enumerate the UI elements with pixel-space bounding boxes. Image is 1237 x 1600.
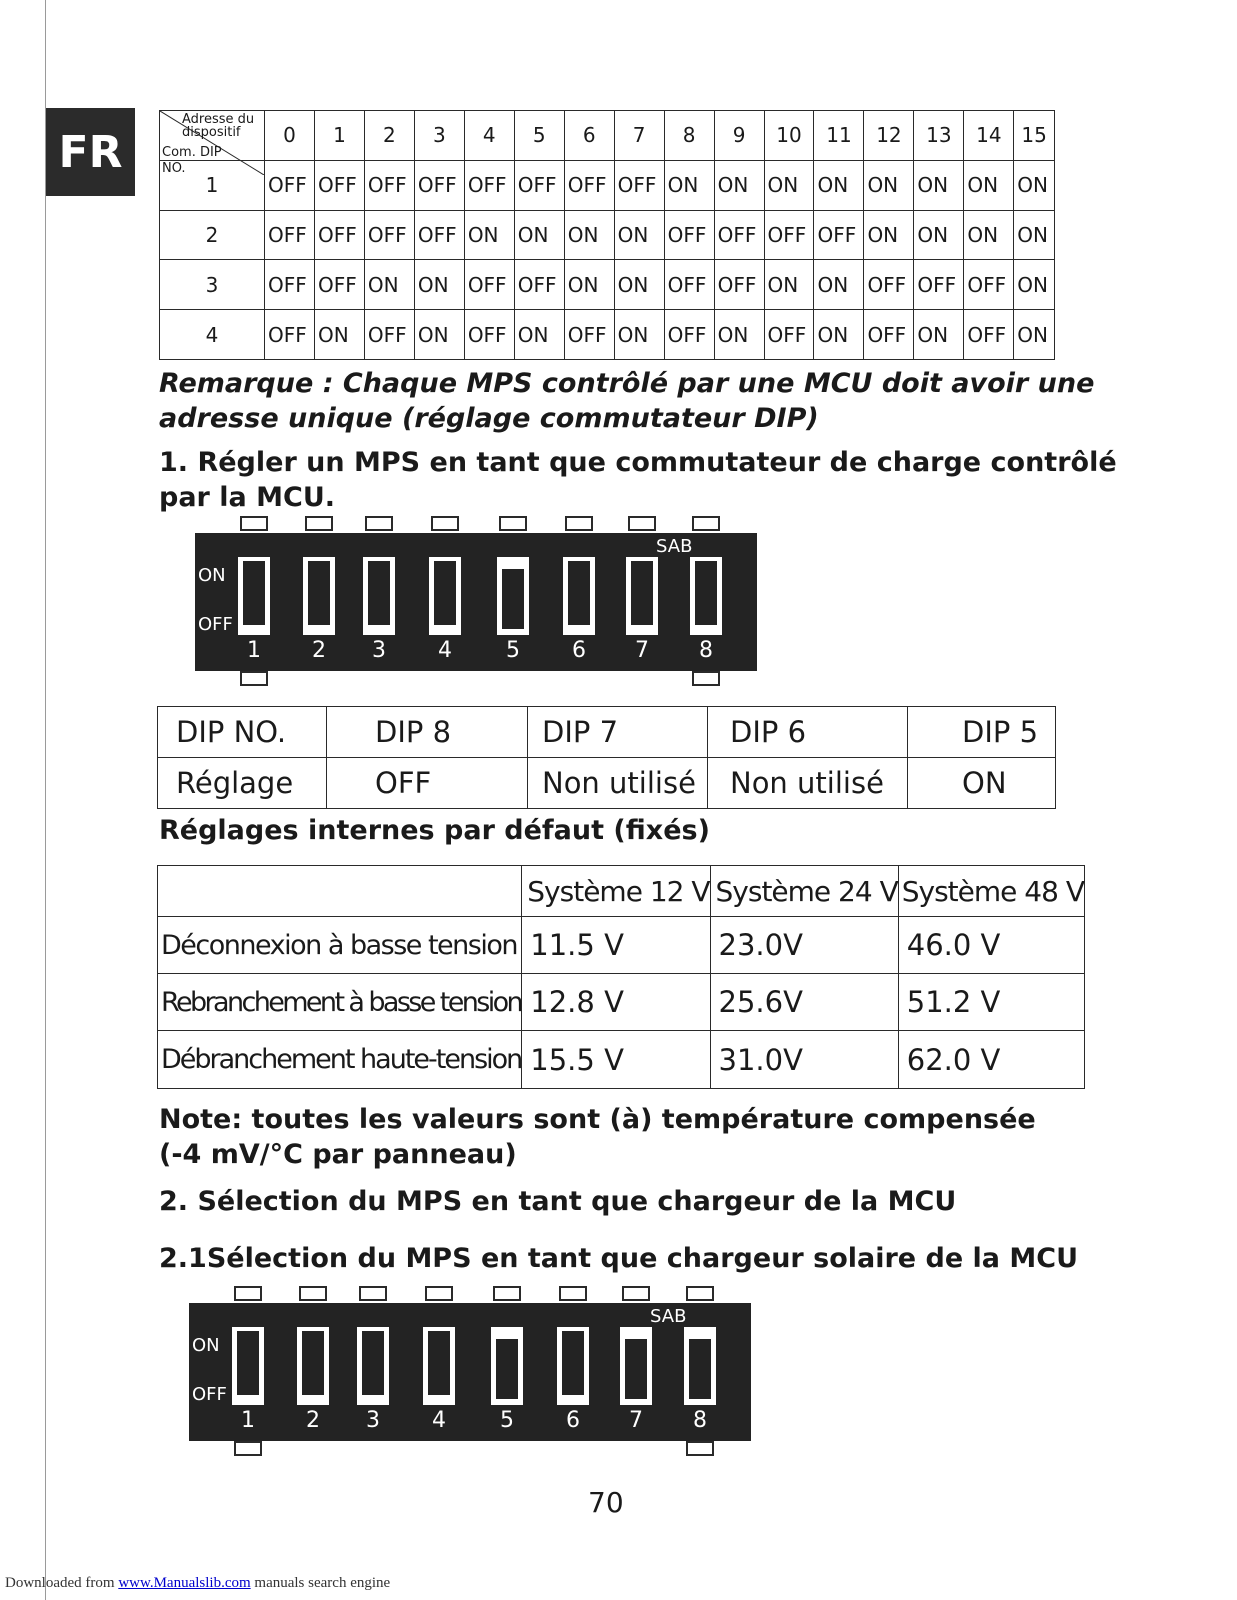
- switch-slider: [695, 561, 717, 625]
- dip-switch-2: [303, 557, 335, 635]
- corner-label-device: dispositif: [182, 125, 241, 140]
- row-dip: 4: [160, 310, 265, 360]
- table-row: [158, 917, 1085, 974]
- cell: Système 48 V: [898, 866, 1084, 917]
- cell: OFF: [265, 160, 315, 210]
- switch-slider: [689, 1339, 711, 1399]
- section-1-heading-line-1: 1. Régler un MPS en tant que commutateur de charge contrôlé: [159, 447, 1117, 478]
- table-row: [160, 210, 1055, 260]
- language-tab: FR: [46, 108, 135, 196]
- table-row: [158, 758, 1056, 809]
- col-header: 2: [364, 111, 414, 161]
- switch-number: 2: [306, 1408, 320, 1433]
- cell: Système 24 V: [710, 866, 898, 917]
- col-header: 3: [414, 111, 464, 161]
- defaults-title: Réglages internes par défaut (fixés): [159, 815, 710, 846]
- footer-prefix: Downloaded from: [5, 1575, 119, 1591]
- cell: ON: [714, 160, 764, 210]
- switch-number: 5: [500, 1408, 514, 1433]
- dip-switch-3: [357, 1327, 389, 1405]
- switch-tab-top: [365, 516, 393, 531]
- cell: ON: [814, 160, 864, 210]
- cell: ON: [714, 310, 764, 360]
- dip-switch-diagram-2: [189, 1284, 751, 1459]
- row-dip: 3: [160, 260, 265, 310]
- table-row: [160, 160, 1055, 210]
- cell: ON: [614, 310, 664, 360]
- cell: OFF: [964, 260, 1014, 310]
- switch-slider: [568, 561, 590, 625]
- dip-switch-1: [238, 557, 270, 635]
- voltage-table: [157, 865, 1085, 1089]
- cell: Système 12 V: [522, 866, 710, 917]
- dip-switch-7: [626, 557, 658, 635]
- cell: ON: [614, 260, 664, 310]
- switch-tab-top: [431, 516, 459, 531]
- col-header: 10: [764, 111, 814, 161]
- cell: ON: [764, 260, 814, 310]
- switch-number: 8: [693, 1408, 707, 1433]
- cell: OFF: [864, 310, 914, 360]
- cell: ON: [564, 210, 614, 260]
- switch-tab-top: [425, 1286, 453, 1301]
- switch-tab-top: [493, 1286, 521, 1301]
- manualslib-link[interactable]: www.Manualslib.com: [118, 1575, 251, 1591]
- cell: ON: [314, 310, 364, 360]
- on-label: ON: [198, 565, 226, 586]
- cell: OFF: [664, 310, 714, 360]
- cell: ON: [564, 260, 614, 310]
- cell: OFF: [964, 310, 1014, 360]
- sab-label: SAB: [650, 1306, 687, 1327]
- cell: 25.6V: [710, 973, 898, 1031]
- col-header: 4: [464, 111, 514, 161]
- cell: Non utilisé: [708, 758, 908, 809]
- cell: ON: [814, 310, 864, 360]
- cell: OFF: [464, 310, 514, 360]
- cell: OFF: [464, 160, 514, 210]
- dip-switch-5: [497, 557, 529, 635]
- switch-slider: [625, 1339, 647, 1399]
- cell: ON: [764, 160, 814, 210]
- switch-tab-top: [628, 516, 656, 531]
- switch-tab-top: [499, 516, 527, 531]
- cell: OFF: [414, 210, 464, 260]
- cell: 51.2 V: [898, 973, 1084, 1031]
- note-line-1: Note: toutes les valeurs sont (à) température compensée: [159, 1104, 1036, 1135]
- switch-tab-bottom: [234, 1441, 262, 1456]
- switch-tab-top: [299, 1286, 327, 1301]
- switch-number: 7: [635, 638, 649, 663]
- col-header: 1: [314, 111, 364, 161]
- remark-line-1: Remarque : Chaque MPS contrôlé par une MCU doit avoir une: [159, 368, 1095, 399]
- cell: DIP 7: [528, 707, 708, 758]
- off-label: OFF: [192, 1384, 227, 1405]
- cell: DIP 6: [708, 707, 908, 758]
- dip-switch-5: [491, 1327, 523, 1405]
- cell: Déconnexion à basse tension: [158, 917, 522, 974]
- cell: OFF: [714, 260, 764, 310]
- cell: ON: [1014, 210, 1055, 260]
- switch-tab-top: [622, 1286, 650, 1301]
- dip-switch-4: [429, 557, 461, 635]
- cell: ON: [914, 160, 964, 210]
- cell: OFF: [614, 160, 664, 210]
- cell: OFF: [664, 210, 714, 260]
- switch-tab-bottom: [692, 671, 720, 686]
- switch-number: 6: [572, 638, 586, 663]
- page-margin-rule: [45, 0, 46, 1600]
- cell: ON: [664, 160, 714, 210]
- address-table-header: [160, 111, 1055, 161]
- section-1-heading-line-2: par la MCU.: [159, 482, 336, 513]
- switch-number: 1: [247, 638, 261, 663]
- dip-switch-4: [423, 1327, 455, 1405]
- cell: OFF: [265, 310, 315, 360]
- cell: OFF: [314, 210, 364, 260]
- switch-tab-top: [359, 1286, 387, 1301]
- switch-tab-top: [240, 516, 268, 531]
- cell: OFF: [364, 160, 414, 210]
- switch-tab-top: [305, 516, 333, 531]
- cell: Non utilisé: [528, 758, 708, 809]
- section-2-heading: 2. Sélection du MPS en tant que chargeur de la MCU: [159, 1186, 957, 1217]
- cell: OFF: [314, 260, 364, 310]
- cell: ON: [514, 310, 564, 360]
- switch-number: 6: [566, 1408, 580, 1433]
- cell: ON: [514, 210, 564, 260]
- switch-slider: [502, 569, 524, 629]
- col-header: 7: [614, 111, 664, 161]
- switch-number: 3: [372, 638, 386, 663]
- cell: ON: [414, 260, 464, 310]
- table-row: [158, 866, 1085, 917]
- corner-label-dip: Com. DIP: [162, 145, 222, 160]
- switch-number: 8: [699, 638, 713, 663]
- dip-switch-3: [363, 557, 395, 635]
- switch-number: 2: [312, 638, 326, 663]
- switch-slider: [302, 1331, 324, 1395]
- cell: OFF: [364, 210, 414, 260]
- dip-switch-6: [557, 1327, 589, 1405]
- cell: ON: [1014, 260, 1055, 310]
- col-header: 5: [514, 111, 564, 161]
- switch-tab-top: [565, 516, 593, 531]
- cell: OFF: [327, 758, 528, 809]
- cell: OFF: [314, 160, 364, 210]
- cell: OFF: [814, 210, 864, 260]
- dip-switch-7: [620, 1327, 652, 1405]
- cell: DIP 5: [908, 707, 1056, 758]
- col-header: 13: [914, 111, 964, 161]
- table-row: [158, 707, 1056, 758]
- switch-tab-top: [692, 516, 720, 531]
- cell: ON: [914, 310, 964, 360]
- cell: 12.8 V: [522, 973, 710, 1031]
- col-header: 15: [1014, 111, 1055, 161]
- table-row: [160, 310, 1055, 360]
- address-table-corner: [160, 111, 265, 176]
- cell: ON: [414, 310, 464, 360]
- col-header: 11: [814, 111, 864, 161]
- cell: OFF: [764, 310, 814, 360]
- table-row: [158, 1031, 1085, 1089]
- col-header: 6: [564, 111, 614, 161]
- col-header: 8: [664, 111, 714, 161]
- dip-switch-8: [690, 557, 722, 635]
- note-line-2: (-4 mV/°C par panneau): [159, 1139, 517, 1170]
- switch-tab-bottom: [686, 1441, 714, 1456]
- switch-slider: [428, 1331, 450, 1395]
- switch-number: 5: [506, 638, 520, 663]
- dip-switch-1: [232, 1327, 264, 1405]
- switch-tab-top: [559, 1286, 587, 1301]
- cell: DIP 8: [327, 707, 528, 758]
- switch-number: 1: [241, 1408, 255, 1433]
- switch-slider: [631, 561, 653, 625]
- cell: OFF: [864, 260, 914, 310]
- dip-switch-diagram-1: [195, 514, 757, 689]
- switch-slider: [496, 1339, 518, 1399]
- cell: OFF: [464, 260, 514, 310]
- cell: ON: [914, 210, 964, 260]
- col-header: 14: [964, 111, 1014, 161]
- cell: ON: [964, 160, 1014, 210]
- row-dip: 2: [160, 210, 265, 260]
- cell: ON: [464, 210, 514, 260]
- switch-slider: [368, 561, 390, 625]
- cell: OFF: [514, 260, 564, 310]
- download-footer: [5, 1575, 390, 1592]
- switch-slider: [434, 561, 456, 625]
- cell: 15.5 V: [522, 1031, 710, 1089]
- cell: Rebranchement à basse tension: [158, 973, 522, 1031]
- row-dip: 1: [160, 160, 265, 210]
- on-label: ON: [192, 1335, 220, 1356]
- dip-switch-2: [297, 1327, 329, 1405]
- corner-label-no: NO.: [162, 161, 186, 176]
- switch-number: 4: [432, 1408, 446, 1433]
- switch-number: 4: [438, 638, 452, 663]
- dip-switch-6: [563, 557, 595, 635]
- cell: OFF: [514, 160, 564, 210]
- cell: ON: [964, 210, 1014, 260]
- cell: ON: [908, 758, 1056, 809]
- cell: Réglage: [158, 758, 327, 809]
- cell: ON: [864, 210, 914, 260]
- footer-suffix: manuals search engine: [250, 1575, 391, 1591]
- cell: OFF: [564, 310, 614, 360]
- cell: 46.0 V: [898, 917, 1084, 974]
- switch-slider: [237, 1331, 259, 1395]
- col-header: 9: [714, 111, 764, 161]
- switch-slider: [308, 561, 330, 625]
- switch-slider: [243, 561, 265, 625]
- col-header: 0: [265, 111, 315, 161]
- switch-slider: [362, 1331, 384, 1395]
- cell: OFF: [914, 260, 964, 310]
- cell: OFF: [265, 260, 315, 310]
- cell: Débranchement haute-tension: [158, 1031, 522, 1089]
- cell: OFF: [414, 160, 464, 210]
- switch-tab-top: [686, 1286, 714, 1301]
- table-row: [158, 973, 1085, 1031]
- switch-tab-top: [234, 1286, 262, 1301]
- table-row: [160, 260, 1055, 310]
- dip-settings-table: [157, 706, 1056, 809]
- dip-switch-8: [684, 1327, 716, 1405]
- cell: OFF: [364, 310, 414, 360]
- switch-slider: [562, 1331, 584, 1395]
- cell: ON: [814, 260, 864, 310]
- switch-tab-bottom: [240, 671, 268, 686]
- cell: 11.5 V: [522, 917, 710, 974]
- switch-number: 7: [629, 1408, 643, 1433]
- cell: ON: [864, 160, 914, 210]
- cell: OFF: [764, 210, 814, 260]
- remark-line-2: adresse unique (réglage commutateur DIP): [159, 403, 819, 434]
- sab-label: SAB: [656, 536, 693, 557]
- section-2-1-heading: 2.1Sélection du MPS en tant que chargeur solaire de la MCU: [159, 1243, 1079, 1274]
- cell: ON: [1014, 310, 1055, 360]
- off-label: OFF: [198, 614, 233, 635]
- col-header: 12: [864, 111, 914, 161]
- page-number: 70: [588, 1486, 624, 1519]
- cell: ON: [1014, 160, 1055, 210]
- cell: ON: [614, 210, 664, 260]
- cell: ON: [364, 260, 414, 310]
- cell: OFF: [714, 210, 764, 260]
- cell: DIP NO.: [158, 707, 327, 758]
- cell: OFF: [265, 210, 315, 260]
- address-table: [159, 110, 1055, 360]
- cell: OFF: [564, 160, 614, 210]
- cell: OFF: [664, 260, 714, 310]
- cell: [158, 866, 522, 917]
- cell: 31.0V: [710, 1031, 898, 1089]
- corner-label-address: Adresse du: [182, 112, 255, 127]
- cell: 23.0V: [710, 917, 898, 974]
- switch-number: 3: [366, 1408, 380, 1433]
- cell: 62.0 V: [898, 1031, 1084, 1089]
